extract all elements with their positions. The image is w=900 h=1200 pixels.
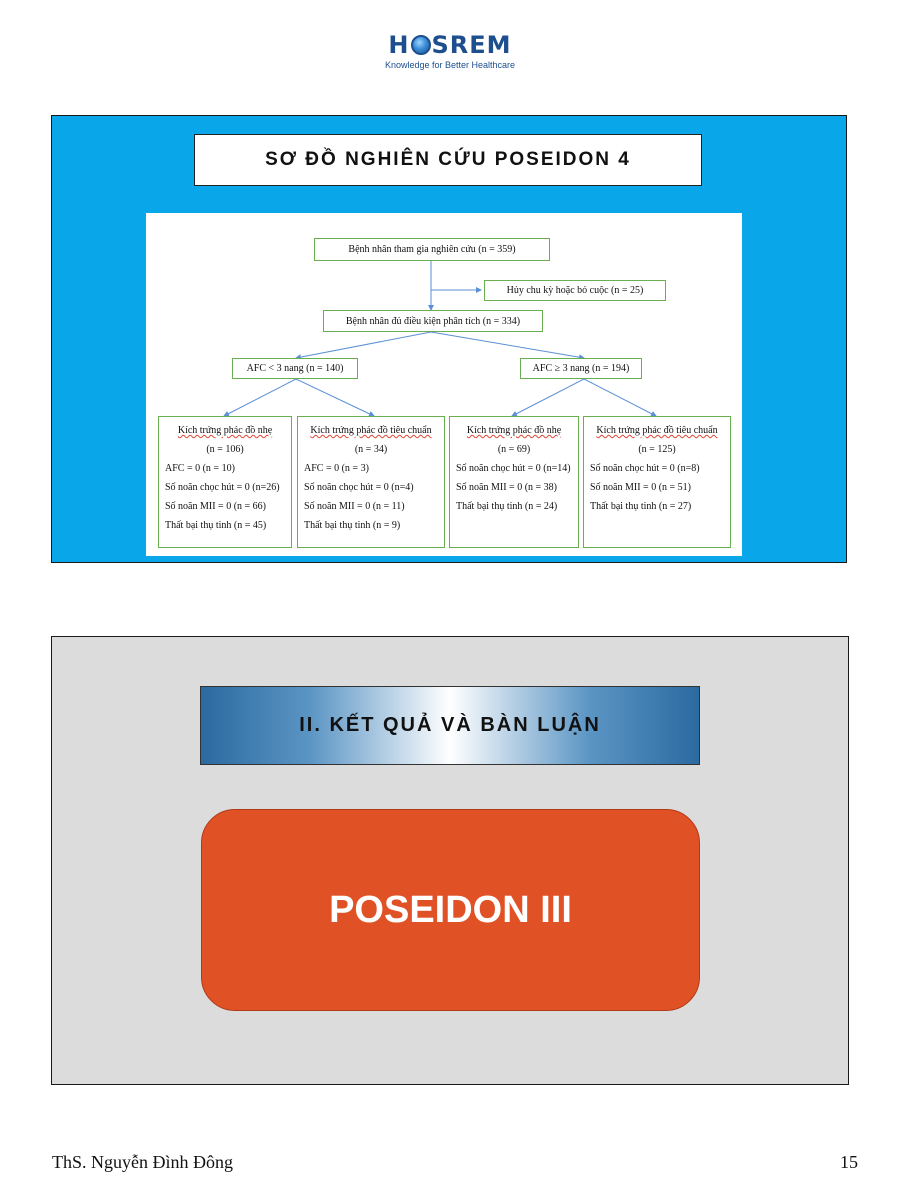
slide2-title: II. KẾT QUẢ VÀ BÀN LUẬN: [200, 686, 700, 765]
page-number: 15: [840, 1152, 858, 1172]
arrow-to-leaf-2: [296, 379, 374, 416]
node-branch-left-label: AFC < 3 nang (n = 140): [246, 363, 344, 374]
leaf-count: (n = 34): [354, 444, 388, 455]
leaf-title: Kích trứng phác đồ nhẹ: [466, 425, 562, 436]
node-branch-right-label: AFC ≥ 3 nang (n = 194): [532, 363, 630, 374]
logo-tagline: Knowledge for Better Healthcare: [384, 60, 516, 70]
logo-letter-h: H: [388, 31, 410, 59]
arrow-to-leaf-1: [224, 379, 296, 416]
leaf-line: Thất bại thụ tinh (n = 27): [590, 501, 692, 512]
node-root: [314, 238, 550, 261]
leaf-line: Số noãn chọc hút = 0 (n=14): [456, 463, 571, 474]
node-leaf-4: [583, 416, 731, 548]
leaf-line: Số noãn MII = 0 (n = 11): [304, 501, 405, 512]
arrow-to-leaf-4: [584, 379, 656, 416]
leaf-line: Số noãn MII = 0 (n = 38): [456, 482, 557, 493]
leaf-line: Số noãn chọc hút = 0 (n=26): [165, 482, 280, 493]
poseidon-iii-label: POSEIDON III: [329, 888, 572, 931]
arrow-to-branch-left: [296, 332, 431, 358]
arrow-to-branch-right: [431, 332, 584, 358]
leaf-count: (n = 106): [206, 444, 244, 455]
node-root-label: Bệnh nhân tham gia nghiên cứu (n = 359): [348, 244, 516, 255]
leaf-title: Kích trứng phác đồ tiêu chuẩn: [310, 425, 432, 436]
leaf-title: Kích trứng phác đồ tiêu chuẩn: [596, 425, 718, 436]
leaf-line: Số noãn MII = 0 (n = 51): [590, 482, 691, 493]
leaf-line: Số noãn MII = 0 (n = 66): [165, 501, 266, 512]
node-eligible-label: Bệnh nhân đủ điều kiện phân tích (n = 334): [345, 315, 521, 327]
flowchart: [146, 213, 742, 556]
poseidon-iii-button[interactable]: [201, 809, 700, 1011]
leaf-line: AFC = 0 (n = 10): [165, 463, 235, 474]
leaf-count: (n = 69): [497, 444, 531, 455]
node-excluded-label: Hủy chu kỳ hoặc bỏ cuộc (n = 25): [506, 285, 644, 296]
slide1-title: SƠ ĐỒ NGHIÊN CỨU POSEIDON 4: [194, 134, 702, 186]
node-eligible: [323, 310, 543, 332]
node-branch-right: [520, 358, 642, 379]
leaf-line: Số noãn chọc hút = 0 (n=8): [590, 463, 700, 474]
node-leaf-2: [297, 416, 445, 548]
slide-results: [51, 636, 849, 1085]
leaf-line: AFC = 0 (n = 3): [304, 463, 369, 474]
leaf-line: Thất bại thụ tinh (n = 9): [304, 520, 401, 531]
logo-letters-srem: SREM: [431, 31, 512, 59]
leaf-count: (n = 125): [638, 444, 676, 455]
globe-icon: [411, 35, 431, 55]
hosrem-logo: [0, 30, 900, 70]
leaf-line: Số noãn chọc hút = 0 (n=4): [304, 482, 414, 493]
arrow-to-leaf-3: [512, 379, 584, 416]
logo-wordmark: [388, 30, 511, 60]
slide-study-diagram: [51, 115, 847, 563]
node-leaf-3: [449, 416, 579, 548]
leaf-title: Kích trứng phác đồ nhẹ: [177, 425, 273, 436]
leaf-line: Thất bại thụ tinh (n = 24): [456, 501, 558, 512]
node-branch-left: [232, 358, 358, 379]
footer-author: ThS. Nguyễn Đình Đông: [52, 1152, 233, 1172]
node-leaf-1: [158, 416, 292, 548]
leaf-line: Thất bại thụ tinh (n = 45): [165, 520, 267, 531]
node-excluded: [484, 280, 666, 301]
